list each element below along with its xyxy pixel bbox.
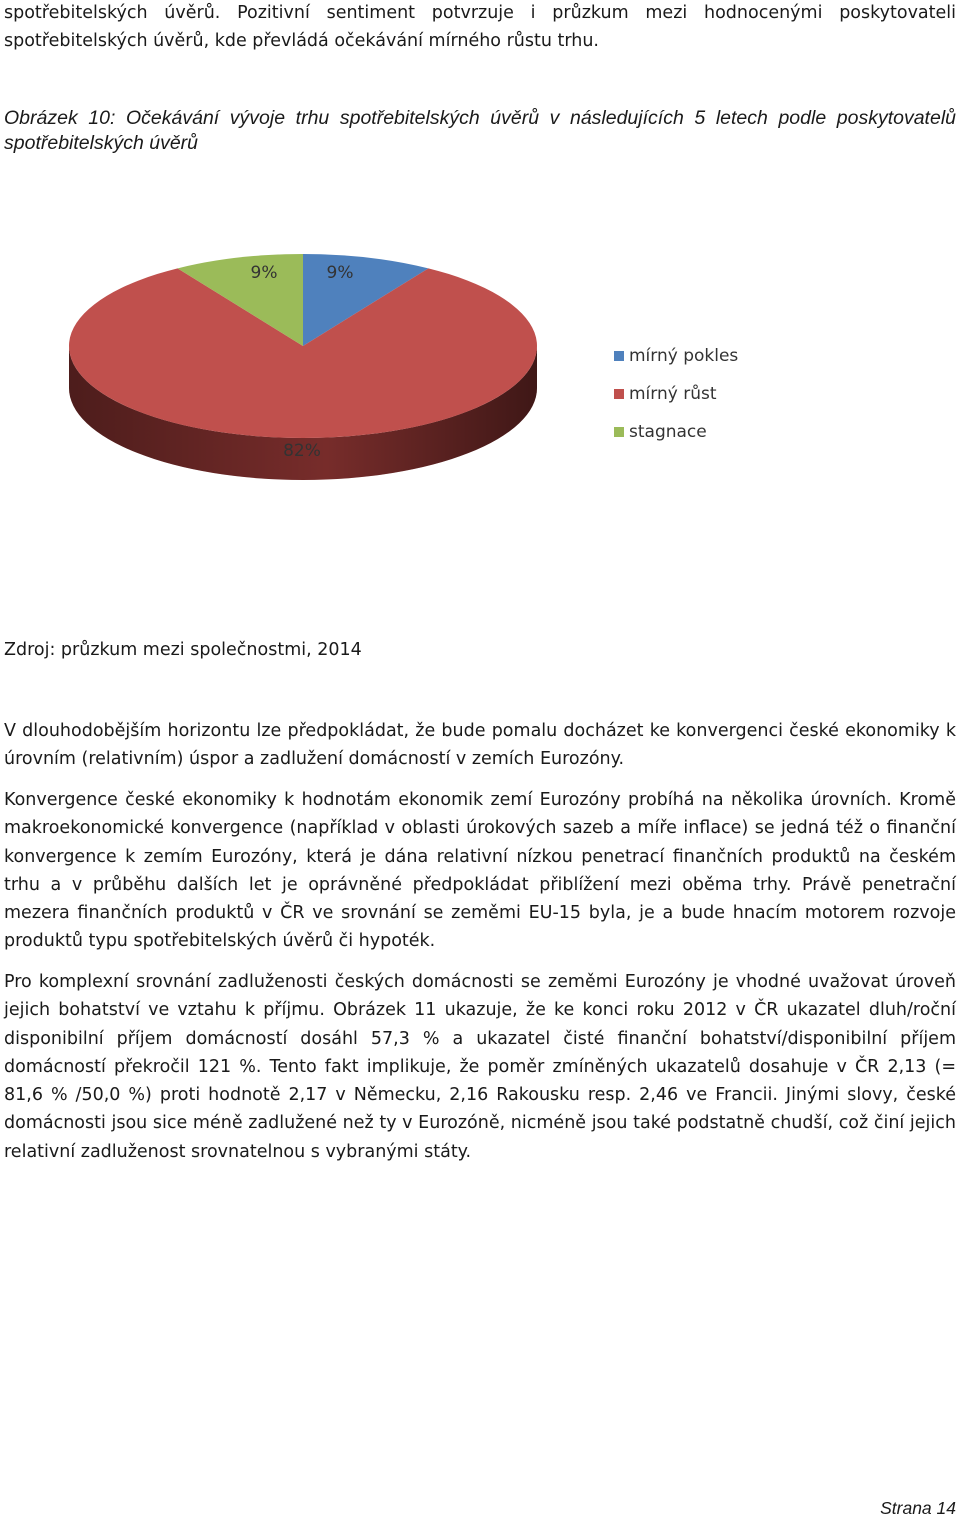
legend-label-2: mírný růst bbox=[629, 384, 717, 404]
pie-data-label-1: 9% bbox=[326, 263, 354, 283]
figure-caption: Obrázek 10: Očekávání vývoje trhu spotřebitelských úvěrů v následujících 5 letech podle poskytovatelů spotřebitelských úvěrů bbox=[4, 107, 956, 154]
legend-swatch-2 bbox=[614, 389, 624, 399]
intro-paragraph: spotřebitelských úvěrů. Pozitivní sentiment potvrzuje i průzkum mezi hodnocenými poskytovateli spotřebitelských úvěrů, kde převládá očekávání mírného růstu trhu. bbox=[4, 3, 956, 52]
pie-chart bbox=[0, 215, 960, 555]
page-number: Strana 14 bbox=[880, 1498, 956, 1518]
legend-swatch-1 bbox=[614, 351, 624, 361]
legend-swatch-3 bbox=[614, 427, 624, 437]
paragraph-convergence-horizon: V dlouhodobějším horizontu lze předpokládat, že bude pomalu docházet ke konvergenci české ekonomiky k úrovním (relativním) úspor a zadlužení domácností v zemích Eurozóny. bbox=[4, 721, 956, 770]
pie-chart-canvas bbox=[0, 215, 960, 555]
legend-label-3: stagnace bbox=[629, 422, 707, 442]
legend-label-1: mírný pokles bbox=[629, 346, 739, 366]
pie-data-label-3: 9% bbox=[250, 263, 278, 283]
paragraph-convergence-levels: Konvergence české ekonomiky k hodnotám ekonomik zemí Eurozóny probíhá na několika úrovních. Kromě makroekonomické konvergence (například v oblasti úrokových sazeb a míře inflace) se jedná též o finanční konvergence k zemím Eurozóny, která je dána relativní nízkou penetrací finančních produktů na českém trhu a v průběhu dalších let je oprávněné předpokládat přiblížení mezi oběma trhy. Právě penetrační mezera finančních produktů v ČR ve srovnání se zeměmi EU-15 byla, je a bude hnacím motorem rozvoje produktů typu spotřebitelských úvěrů či hypoték. bbox=[4, 790, 956, 952]
figure-source: Zdroj: průzkum mezi společnostmi, 2014 bbox=[4, 640, 362, 660]
paragraph-debt-comparison: Pro komplexní srovnání zadluženosti českých domácnosti se zeměmi Eurozóny je vhodné uvažovat úroveň jejich bohatství ve vztahu k příjmu. Obrázek 11 ukazuje, že ke konci roku 2012 v ČR ukazatel dluh/roční disponibilní příjem domácností dosáhl 57,3 % a ukazatel čisté finanční bohatství/disponibilní příjem domácností překročil 121 %. Tento fakt implikuje, že poměr zmíněných ukazatelů dosahuje v ČR 2,13 (= 81,6 % /50,0 %) proti hodnotě 2,17 v Německu, 2,16 Rakousku resp. 2,46 ve Francii. Jinými slovy, české domácnosti jsou sice méně zadlužené než ty v Eurozóně, nicméně jsou také podstatně chudší, což činí jejich relativní zadluženost srovnatelnou s vybranými státy. bbox=[4, 972, 956, 1162]
pie-data-label-2: 82% bbox=[283, 441, 321, 461]
